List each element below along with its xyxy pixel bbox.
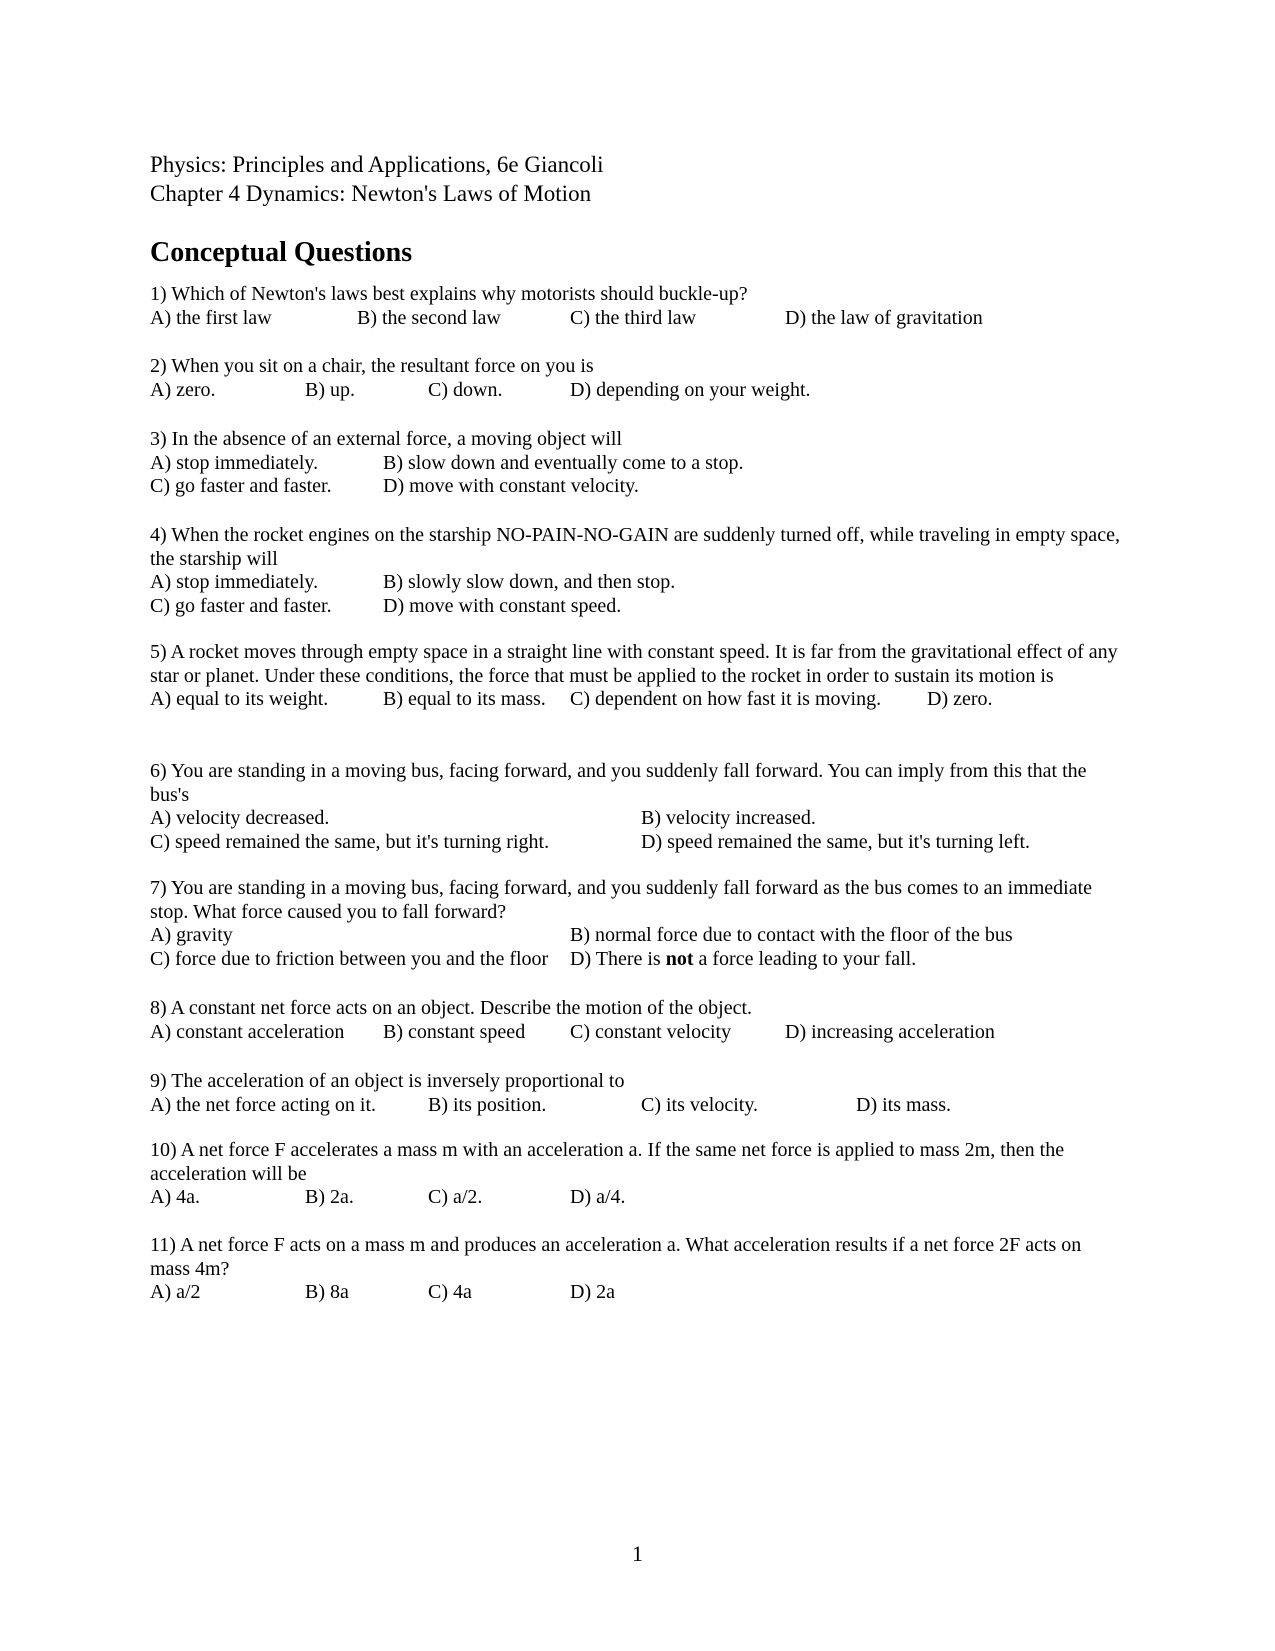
option-a: A) stop immediately. xyxy=(150,571,319,593)
option-d: D) speed remained the same, but it's turning left. xyxy=(641,830,1031,853)
option-b: B) the second law xyxy=(357,306,501,329)
option-a: A) constant acceleration xyxy=(150,1020,345,1043)
chapter-title: Chapter 4 Dynamics: Newton's Laws of Motion xyxy=(150,181,592,206)
page-number: 1 xyxy=(632,1541,643,1566)
option-b: B) slow down and eventually come to a stop. xyxy=(383,451,744,474)
option-c: C) go faster and faster. xyxy=(150,475,332,497)
option-c: C) dependent on how fast it is moving. xyxy=(570,688,882,710)
option-d: D) depending on your weight. xyxy=(570,378,811,401)
question-10 xyxy=(150,1139,1120,1210)
option-d: D) move with constant speed. xyxy=(383,594,622,617)
option-a: A) 4a. xyxy=(150,1186,200,1208)
question-11 xyxy=(150,1234,1120,1305)
option-b: B) equal to its mass. xyxy=(383,688,546,710)
question-stem: 2) When you sit on a chair, the resultant force on you is xyxy=(150,355,594,377)
option-d: D) increasing acceleration xyxy=(785,1020,995,1043)
question-stem: 1) Which of Newton's laws best explains why motorists should buckle-up? xyxy=(150,283,748,305)
question-2 xyxy=(150,355,1120,402)
option-a: A) the first law xyxy=(150,306,272,329)
question-9 xyxy=(150,1070,1120,1117)
question-stem: 10) A net force F accelerates a mass m with an acceleration a. If the same net force is applied to mass 2m, then the acceleration will be xyxy=(150,1139,1065,1185)
book-title: Physics: Principles and Applications, 6e Giancoli xyxy=(150,152,604,177)
question-6 xyxy=(150,760,1120,854)
question-stem: 9) The acceleration of an object is inversely proportional to xyxy=(150,1070,625,1092)
question-stem: 7) You are standing in a moving bus, facing forward, and you suddenly fall forward as the bus comes to an immediate stop. What force caused you to fall forward? xyxy=(150,877,1093,923)
question-stem: 5) A rocket moves through empty space in a straight line with constant speed. It is far from the gravitational effect of any star or planet. Under these conditions, the force that must be applied to the rocket in order to sustain its motion is xyxy=(150,641,1118,687)
option-c: C) its velocity. xyxy=(641,1093,759,1116)
option-c: C) go faster and faster. xyxy=(150,594,332,617)
question-3 xyxy=(150,428,1120,499)
question-stem: 8) A constant net force acts on an object. Describe the motion of the object. xyxy=(150,997,753,1019)
option-d-text-before: D) There is xyxy=(570,947,666,970)
option-a: A) equal to its weight. xyxy=(150,688,329,710)
option-b: B) normal force due to contact with the floor of the bus xyxy=(570,924,1013,946)
option-b: B) slowly slow down, and then stop. xyxy=(383,571,676,593)
option-d-text-after: a force leading to your fall. xyxy=(693,947,917,970)
option-c: C) 4a xyxy=(428,1281,472,1303)
option-d: D) its mass. xyxy=(856,1093,951,1116)
option-c: C) the third law xyxy=(570,306,697,329)
question-stem: 11) A net force F acts on a mass m and produces an acceleration a. What acceleration results if a net force 2F acts on mass 4m? xyxy=(150,1234,1082,1280)
option-c: C) speed remained the same, but it's turning right. xyxy=(150,830,550,853)
question-8 xyxy=(150,997,1120,1044)
section-title: Conceptual Questions xyxy=(150,237,413,268)
option-a: A) the net force acting on it. xyxy=(150,1093,377,1116)
question-stem: 4) When the rocket engines on the starship NO-PAIN-NO-GAIN are suddenly turned off, while traveling in empty space, the starship will xyxy=(150,524,1120,570)
option-d: D) move with constant velocity. xyxy=(383,475,639,497)
option-b: B) velocity increased. xyxy=(641,807,816,829)
option-b: B) constant speed xyxy=(383,1020,526,1043)
option-c: C) force due to friction between you and the floor xyxy=(150,947,549,970)
option-b: B) 2a. xyxy=(305,1186,354,1208)
option-a: A) velocity decreased. xyxy=(150,807,330,829)
option-d-emphasis: not xyxy=(665,947,694,970)
question-5 xyxy=(150,641,1120,712)
option-c: C) a/2. xyxy=(428,1186,483,1208)
option-b: B) up. xyxy=(305,378,355,401)
option-a: A) zero. xyxy=(150,378,216,401)
option-b: B) its position. xyxy=(428,1093,547,1116)
option-b: B) 8a xyxy=(305,1281,349,1303)
option-c: C) down. xyxy=(428,378,503,401)
option-d xyxy=(570,948,916,972)
option-a: A) a/2 xyxy=(150,1281,201,1303)
question-stem: 6) You are standing in a moving bus, facing forward, and you suddenly fall forward. You can imply from this that the bus's xyxy=(150,760,1087,806)
option-c: C) constant velocity xyxy=(570,1020,732,1043)
option-a: A) gravity xyxy=(150,924,233,946)
option-d: D) a/4. xyxy=(570,1186,626,1208)
option-d: D) 2a xyxy=(570,1281,615,1303)
document-header xyxy=(150,150,604,208)
option-d: D) zero. xyxy=(927,688,993,710)
option-a: A) stop immediately. xyxy=(150,451,319,474)
option-d: D) the law of gravitation xyxy=(785,306,983,329)
question-4 xyxy=(150,524,1120,618)
question-stem: 3) In the absence of an external force, a moving object will xyxy=(150,428,623,450)
question-1 xyxy=(150,283,1120,330)
question-7 xyxy=(150,877,1120,971)
